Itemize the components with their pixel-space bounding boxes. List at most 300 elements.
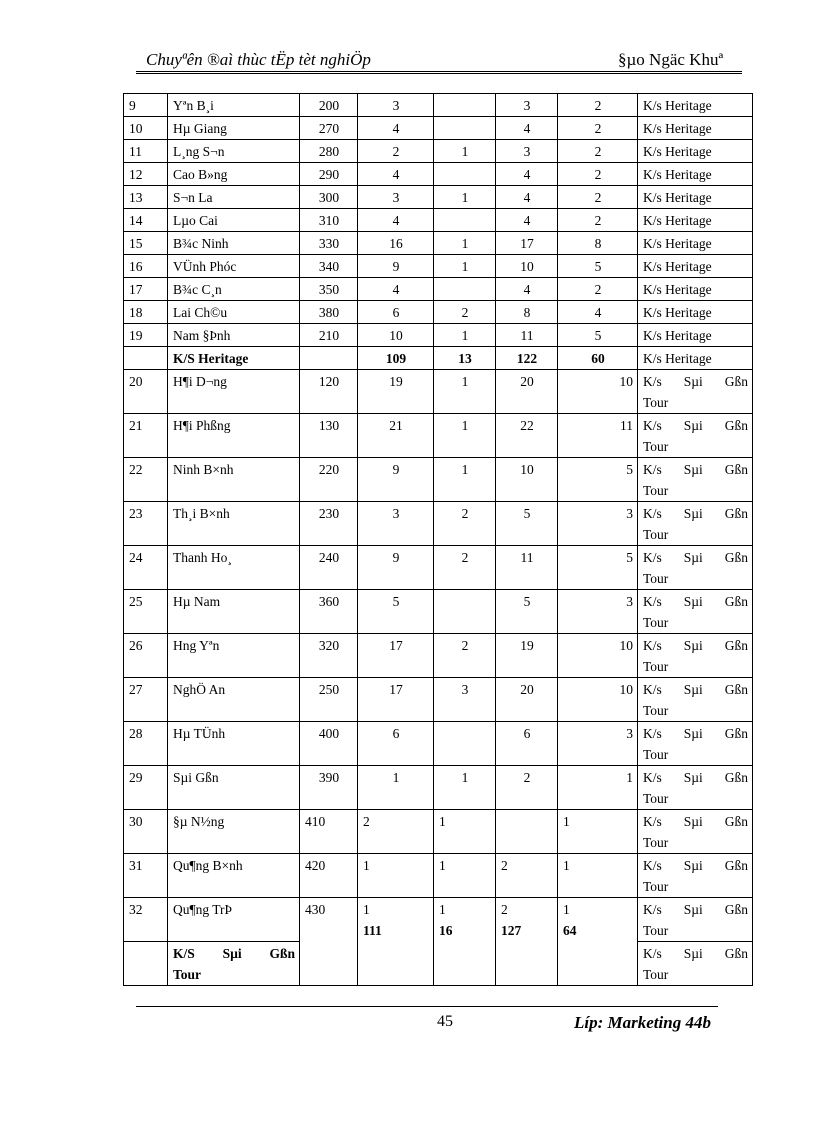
table-row bbox=[124, 278, 753, 301]
province-name: Sµi Gßn bbox=[168, 766, 300, 810]
row-number: 17 bbox=[124, 278, 168, 301]
company-word: K/s bbox=[643, 594, 662, 609]
province-code: 300 bbox=[300, 186, 358, 209]
province-code: 390 bbox=[300, 766, 358, 810]
table-row bbox=[124, 722, 753, 766]
value-a: 16 bbox=[358, 232, 434, 255]
company-word: Sµi bbox=[683, 374, 703, 389]
row-number: 19 bbox=[124, 324, 168, 347]
value-d: 5 bbox=[558, 546, 638, 590]
value-b-text: 1 bbox=[439, 902, 446, 917]
value-c: 10 bbox=[496, 458, 558, 502]
value-b: 2 bbox=[434, 502, 496, 546]
value-a: 9 bbox=[358, 255, 434, 278]
value-b bbox=[434, 209, 496, 232]
company-name bbox=[638, 810, 753, 854]
table-row bbox=[124, 634, 753, 678]
page-header-left: Chuyªên ®aì thùc tËp tèt nghiÖp bbox=[146, 50, 371, 69]
company-name: K/s Heritage bbox=[638, 186, 753, 209]
province-code: 430 bbox=[300, 898, 358, 986]
data-table bbox=[123, 93, 753, 986]
value-d bbox=[558, 898, 638, 986]
value-b bbox=[434, 722, 496, 766]
value-d: 5 bbox=[558, 458, 638, 502]
province-name: Qu¶ng B×nh bbox=[168, 854, 300, 898]
value-a: 1 bbox=[358, 854, 434, 898]
company-word-tail: Tour bbox=[643, 571, 669, 586]
value-a: 19 bbox=[358, 370, 434, 414]
province-code: 420 bbox=[300, 854, 358, 898]
province-name: Hµ TÜnh bbox=[168, 722, 300, 766]
company-word: Sµi bbox=[683, 594, 703, 609]
company-name: K/s Heritage bbox=[638, 324, 753, 347]
company-name bbox=[638, 502, 753, 546]
value-c: 2 bbox=[496, 854, 558, 898]
row-number: 11 bbox=[124, 140, 168, 163]
province-code: 210 bbox=[300, 324, 358, 347]
company-word: K/s bbox=[643, 638, 662, 653]
value-b: 1 bbox=[434, 324, 496, 347]
value-c: 22 bbox=[496, 414, 558, 458]
value-c: 3 bbox=[496, 140, 558, 163]
value-c: 4 bbox=[496, 209, 558, 232]
company-word-tail: Tour bbox=[643, 967, 669, 982]
value-c: 2 bbox=[496, 766, 558, 810]
value-a: 9 bbox=[358, 546, 434, 590]
company-name bbox=[638, 678, 753, 722]
row-number: 25 bbox=[124, 590, 168, 634]
value-d: 3 bbox=[558, 722, 638, 766]
value-b: 1 bbox=[434, 854, 496, 898]
province-code: 330 bbox=[300, 232, 358, 255]
company-word: K/s bbox=[643, 418, 662, 433]
company-name bbox=[638, 722, 753, 766]
company-word: Gßn bbox=[724, 946, 748, 961]
value-b: 3 bbox=[434, 678, 496, 722]
value-b bbox=[434, 163, 496, 186]
company-word-tail: Tour bbox=[643, 659, 669, 674]
company-word-tail: Tour bbox=[643, 835, 669, 850]
province-name: Hµ Nam bbox=[168, 590, 300, 634]
company-word: Sµi bbox=[683, 506, 703, 521]
company-word: K/s bbox=[643, 550, 662, 565]
table-row bbox=[124, 232, 753, 255]
province-name: Thanh Ho¸ bbox=[168, 546, 300, 590]
province-name: H¶i D¬ng bbox=[168, 370, 300, 414]
province-name: Qu¶ng TrÞ bbox=[168, 898, 300, 942]
province-name: Hng Yªn bbox=[168, 634, 300, 678]
company-word: Gßn bbox=[724, 506, 748, 521]
value-a: 6 bbox=[358, 301, 434, 324]
row-number: 20 bbox=[124, 370, 168, 414]
table-row bbox=[124, 370, 753, 414]
company-name: K/s Heritage bbox=[638, 117, 753, 140]
company-word: Gßn bbox=[724, 550, 748, 565]
company-word-tail: Tour bbox=[643, 483, 669, 498]
page-footer-right: Líp: Marketing 44b bbox=[574, 1013, 711, 1032]
province-code: 230 bbox=[300, 502, 358, 546]
value-b: 2 bbox=[434, 546, 496, 590]
table-row bbox=[124, 898, 753, 942]
company-name bbox=[638, 942, 753, 986]
table-row bbox=[124, 810, 753, 854]
province-name: B¾c Ninh bbox=[168, 232, 300, 255]
value-b: 1 bbox=[434, 140, 496, 163]
value-d: 10 bbox=[558, 634, 638, 678]
province-name: Yªn B¸i bbox=[168, 94, 300, 117]
company-word: Sµi bbox=[683, 946, 703, 961]
value-b: 2 bbox=[434, 634, 496, 678]
value-a: 10 bbox=[358, 324, 434, 347]
table-row bbox=[124, 255, 753, 278]
row-number: 13 bbox=[124, 186, 168, 209]
row-number bbox=[124, 347, 168, 370]
province-name: H¶i Phßng bbox=[168, 414, 300, 458]
company-name: K/s Heritage bbox=[638, 255, 753, 278]
company-name: K/s Heritage bbox=[638, 301, 753, 324]
table-row bbox=[124, 186, 753, 209]
footer-rule bbox=[136, 1006, 718, 1007]
company-word-tail: Tour bbox=[643, 439, 669, 454]
province-code: 350 bbox=[300, 278, 358, 301]
value-c: 4 bbox=[496, 278, 558, 301]
value-d: 10 bbox=[558, 370, 638, 414]
company-word: Gßn bbox=[724, 418, 748, 433]
value-d: 10 bbox=[558, 678, 638, 722]
value-d: 2 bbox=[558, 140, 638, 163]
row-number: 24 bbox=[124, 546, 168, 590]
company-word: Gßn bbox=[724, 726, 748, 741]
table-row bbox=[124, 301, 753, 324]
company-word: Gßn bbox=[724, 770, 748, 785]
company-word: Sµi bbox=[683, 462, 703, 477]
value-d: 2 bbox=[558, 209, 638, 232]
company-name bbox=[638, 634, 753, 678]
province-name: NghÖ An bbox=[168, 678, 300, 722]
row-number: 9 bbox=[124, 94, 168, 117]
table-row bbox=[124, 94, 753, 117]
value-a: 21 bbox=[358, 414, 434, 458]
company-word-tail: Tour bbox=[643, 747, 669, 762]
subtotal-c: 127 bbox=[501, 923, 522, 938]
value-c: 10 bbox=[496, 255, 558, 278]
row-number: 30 bbox=[124, 810, 168, 854]
value-c: 20 bbox=[496, 678, 558, 722]
value-b: 2 bbox=[434, 301, 496, 324]
value-d-text: 1 bbox=[563, 902, 570, 917]
company-word-tail: Tour bbox=[643, 615, 669, 630]
value-a: 2 bbox=[358, 140, 434, 163]
header-rule bbox=[136, 71, 742, 72]
value-c: 5 bbox=[496, 502, 558, 546]
value-a: 17 bbox=[358, 634, 434, 678]
company-word-tail: Tour bbox=[643, 395, 669, 410]
company-word: Sµi bbox=[222, 946, 242, 961]
subtotal-a: 111 bbox=[363, 923, 382, 938]
company-word: K/s bbox=[643, 462, 662, 477]
table-row bbox=[124, 766, 753, 810]
row-number: 22 bbox=[124, 458, 168, 502]
value-d: 2 bbox=[558, 117, 638, 140]
value-d: 11 bbox=[558, 414, 638, 458]
province-code: 240 bbox=[300, 546, 358, 590]
table-row bbox=[124, 502, 753, 546]
value-a bbox=[358, 898, 434, 986]
row-number: 32 bbox=[124, 898, 168, 942]
province-name: Hµ Giang bbox=[168, 117, 300, 140]
value-c: 11 bbox=[496, 546, 558, 590]
company-name bbox=[638, 414, 753, 458]
company-name bbox=[638, 898, 753, 942]
value-b: 1 bbox=[434, 458, 496, 502]
value-b bbox=[434, 590, 496, 634]
row-number: 18 bbox=[124, 301, 168, 324]
company-name bbox=[638, 854, 753, 898]
province-name: Cao B»ng bbox=[168, 163, 300, 186]
value-d: 5 bbox=[558, 324, 638, 347]
province-name: S¬n La bbox=[168, 186, 300, 209]
province-code: 120 bbox=[300, 370, 358, 414]
value-c: 17 bbox=[496, 232, 558, 255]
province-code: 200 bbox=[300, 94, 358, 117]
value-c bbox=[496, 898, 558, 986]
company-name bbox=[638, 766, 753, 810]
row-number: 15 bbox=[124, 232, 168, 255]
company-name bbox=[638, 370, 753, 414]
company-word: K/s bbox=[643, 858, 662, 873]
company-word: Gßn bbox=[724, 462, 748, 477]
province-code: 280 bbox=[300, 140, 358, 163]
value-a: 6 bbox=[358, 722, 434, 766]
value-d: 4 bbox=[558, 301, 638, 324]
company-word: Sµi bbox=[683, 638, 703, 653]
province-name: Nam §Þnh bbox=[168, 324, 300, 347]
row-number: 10 bbox=[124, 117, 168, 140]
value-c: 3 bbox=[496, 94, 558, 117]
value-b: 1 bbox=[434, 232, 496, 255]
value-b bbox=[434, 898, 496, 986]
company-word: Sµi bbox=[683, 858, 703, 873]
company-word: K/s bbox=[643, 770, 662, 785]
value-a: 3 bbox=[358, 186, 434, 209]
value-b bbox=[434, 278, 496, 301]
table-row bbox=[124, 590, 753, 634]
value-d: 1 bbox=[558, 766, 638, 810]
table-row bbox=[124, 678, 753, 722]
table-row bbox=[124, 546, 753, 590]
value-c: 4 bbox=[496, 186, 558, 209]
value-a: 4 bbox=[358, 163, 434, 186]
page-number: 45 bbox=[437, 1013, 453, 1030]
value-b: 1 bbox=[434, 186, 496, 209]
province-code: 360 bbox=[300, 590, 358, 634]
value-c: 5 bbox=[496, 590, 558, 634]
province-name: §µ N½ng bbox=[168, 810, 300, 854]
company-word: Sµi bbox=[683, 726, 703, 741]
value-b: 1 bbox=[434, 255, 496, 278]
company-name bbox=[638, 458, 753, 502]
province-code: 310 bbox=[300, 209, 358, 232]
subtotal-d: 60 bbox=[558, 347, 638, 370]
company-word: Gßn bbox=[724, 594, 748, 609]
value-a: 1 bbox=[358, 766, 434, 810]
company-word: Sµi bbox=[683, 902, 703, 917]
company-word: Sµi bbox=[683, 682, 703, 697]
company-word-tail: Tour bbox=[643, 923, 669, 938]
value-c-text: 2 bbox=[501, 902, 508, 917]
subtotal-a: 109 bbox=[358, 347, 434, 370]
value-d: 1 bbox=[558, 854, 638, 898]
company-word: Gßn bbox=[724, 858, 748, 873]
subtotal-d: 64 bbox=[563, 923, 577, 938]
province-code: 380 bbox=[300, 301, 358, 324]
table-row bbox=[124, 854, 753, 898]
province-name: Th¸i B×nh bbox=[168, 502, 300, 546]
value-d: 3 bbox=[558, 502, 638, 546]
company-word: K/s bbox=[643, 946, 662, 961]
company-word: K/s bbox=[643, 506, 662, 521]
value-b: 1 bbox=[434, 370, 496, 414]
company-word-tail: Tour bbox=[643, 791, 669, 806]
table-row bbox=[124, 458, 753, 502]
company-word: K/s bbox=[643, 682, 662, 697]
company-word: Gßn bbox=[724, 902, 748, 917]
table-row bbox=[124, 140, 753, 163]
value-a: 3 bbox=[358, 94, 434, 117]
company-word: Gßn bbox=[724, 638, 748, 653]
company-name: K/s Heritage bbox=[638, 347, 753, 370]
row-number: 23 bbox=[124, 502, 168, 546]
value-a: 9 bbox=[358, 458, 434, 502]
value-d: 8 bbox=[558, 232, 638, 255]
value-d: 2 bbox=[558, 94, 638, 117]
company-word: Sµi bbox=[683, 550, 703, 565]
company-name: K/s Heritage bbox=[638, 278, 753, 301]
value-b bbox=[434, 94, 496, 117]
company-word: Gßn bbox=[724, 682, 748, 697]
company-name: K/s Heritage bbox=[638, 232, 753, 255]
value-c: 4 bbox=[496, 163, 558, 186]
province-code: 410 bbox=[300, 810, 358, 854]
company-name: K/s Heritage bbox=[638, 140, 753, 163]
row-number bbox=[124, 942, 168, 986]
value-a: 4 bbox=[358, 278, 434, 301]
value-c: 6 bbox=[496, 722, 558, 766]
value-a: 4 bbox=[358, 209, 434, 232]
value-d: 2 bbox=[558, 278, 638, 301]
subtotal-label bbox=[168, 942, 300, 986]
company-word: Gßn bbox=[724, 374, 748, 389]
value-b: 1 bbox=[434, 810, 496, 854]
value-c: 8 bbox=[496, 301, 558, 324]
company-name bbox=[638, 546, 753, 590]
value-a: 17 bbox=[358, 678, 434, 722]
table-row bbox=[124, 209, 753, 232]
province-code: 320 bbox=[300, 634, 358, 678]
company-word-tail: Tour bbox=[643, 703, 669, 718]
table-row bbox=[124, 117, 753, 140]
value-c: 19 bbox=[496, 634, 558, 678]
company-word: Sµi bbox=[683, 770, 703, 785]
row-number: 12 bbox=[124, 163, 168, 186]
company-word-tail: Tour bbox=[643, 527, 669, 542]
value-c bbox=[496, 810, 558, 854]
province-name: Lai Ch©u bbox=[168, 301, 300, 324]
company-word: K/s bbox=[643, 374, 662, 389]
value-a: 5 bbox=[358, 590, 434, 634]
company-word-tail: Tour bbox=[173, 967, 202, 982]
province-code: 220 bbox=[300, 458, 358, 502]
value-d: 2 bbox=[558, 163, 638, 186]
value-d: 5 bbox=[558, 255, 638, 278]
value-d: 2 bbox=[558, 186, 638, 209]
row-number: 21 bbox=[124, 414, 168, 458]
value-d: 3 bbox=[558, 590, 638, 634]
company-word: K/s bbox=[643, 726, 662, 741]
row-number: 27 bbox=[124, 678, 168, 722]
company-word: K/s bbox=[643, 814, 662, 829]
company-word: Gßn bbox=[724, 814, 748, 829]
header-rule-2 bbox=[136, 73, 742, 74]
subtotal-c: 122 bbox=[496, 347, 558, 370]
company-word-tail: Tour bbox=[643, 879, 669, 894]
value-d: 1 bbox=[558, 810, 638, 854]
page-header-right: §µo Ngäc Khuª bbox=[618, 50, 724, 69]
value-b bbox=[434, 117, 496, 140]
subtotal-b: 13 bbox=[434, 347, 496, 370]
subtotal-row bbox=[124, 347, 753, 370]
company-word: Gßn bbox=[269, 946, 295, 961]
province-name: Ninh B×nh bbox=[168, 458, 300, 502]
value-c: 4 bbox=[496, 117, 558, 140]
province-code bbox=[300, 347, 358, 370]
value-a: 4 bbox=[358, 117, 434, 140]
company-word: K/S bbox=[173, 946, 195, 961]
value-a: 3 bbox=[358, 502, 434, 546]
row-number: 31 bbox=[124, 854, 168, 898]
company-name: K/s Heritage bbox=[638, 209, 753, 232]
subtotal-b: 16 bbox=[439, 923, 453, 938]
province-code: 340 bbox=[300, 255, 358, 278]
table-row bbox=[124, 414, 753, 458]
value-b: 1 bbox=[434, 414, 496, 458]
company-word: Sµi bbox=[683, 814, 703, 829]
province-code: 250 bbox=[300, 678, 358, 722]
value-b: 1 bbox=[434, 766, 496, 810]
province-name: L¸ng S¬n bbox=[168, 140, 300, 163]
province-name: Lµo Cai bbox=[168, 209, 300, 232]
company-word: K/s bbox=[643, 902, 662, 917]
table-row bbox=[124, 324, 753, 347]
province-code: 130 bbox=[300, 414, 358, 458]
row-number: 26 bbox=[124, 634, 168, 678]
company-name: K/s Heritage bbox=[638, 94, 753, 117]
company-name: K/s Heritage bbox=[638, 163, 753, 186]
subtotal-label: K/S Heritage bbox=[168, 347, 300, 370]
table-row bbox=[124, 163, 753, 186]
value-c: 20 bbox=[496, 370, 558, 414]
row-number: 14 bbox=[124, 209, 168, 232]
value-c: 11 bbox=[496, 324, 558, 347]
province-name: B¾c C¸n bbox=[168, 278, 300, 301]
province-code: 400 bbox=[300, 722, 358, 766]
row-number: 16 bbox=[124, 255, 168, 278]
value-a-text: 1 bbox=[363, 902, 370, 917]
value-a: 2 bbox=[358, 810, 434, 854]
company-name bbox=[638, 590, 753, 634]
row-number: 28 bbox=[124, 722, 168, 766]
company-word: Sµi bbox=[683, 418, 703, 433]
